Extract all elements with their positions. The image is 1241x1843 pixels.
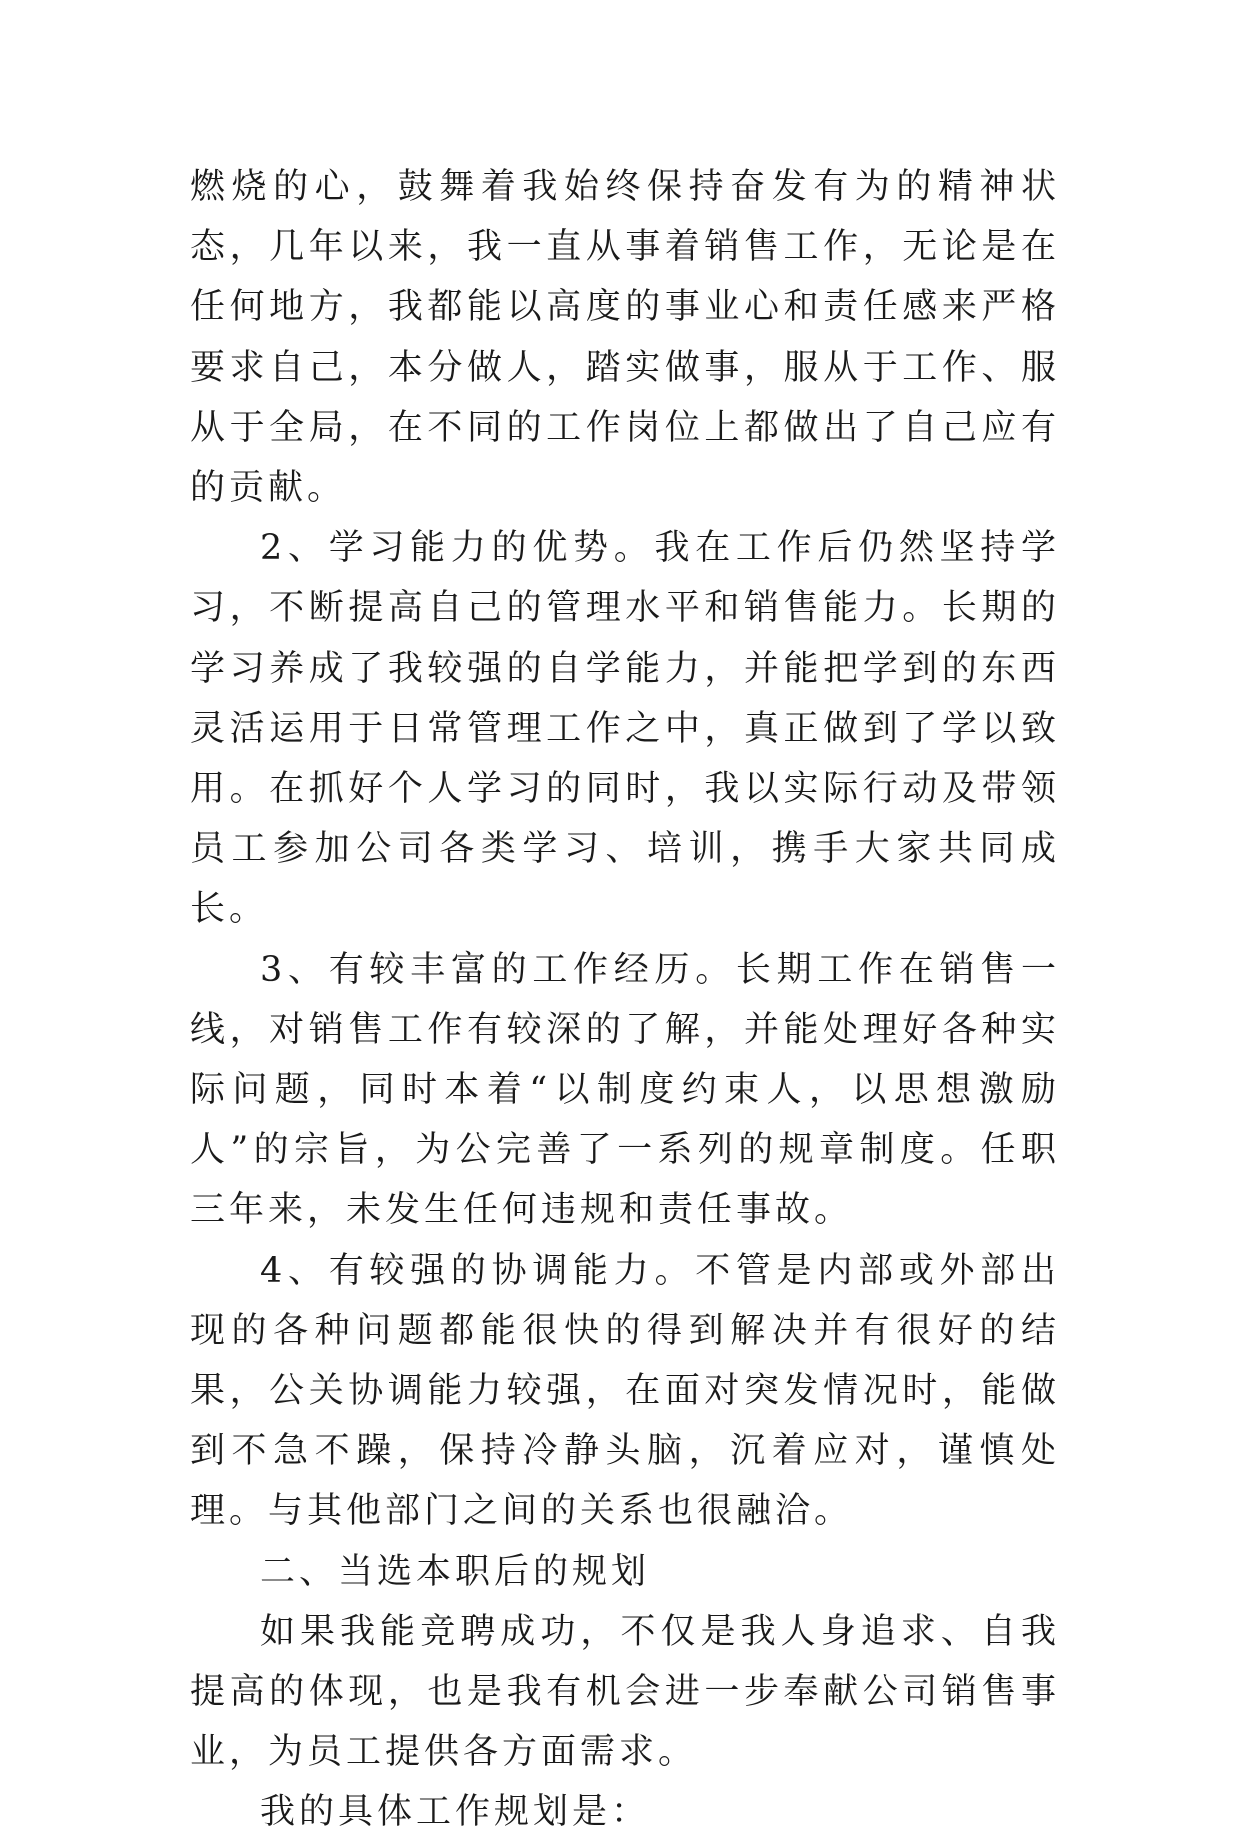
paragraph-2: 2、学习能力的优势。我在工作后仍然坚持学习，不断提高自己的管理水平和销售能力。长期的学习养成了我较强的自学能力，并能把学到的东西灵活运用于日常管理工作之中，真正做到了学以致用。在抓好个人学习的同时，我以实际行动及带领员工参加公司各类学习、培训，携手大家共同成长。 (190, 528, 1060, 930)
paragraph-3: 3、有较丰富的工作经历。长期工作在销售一线，对销售工作有较深的了解，并能处理好各种实际问题，同时本着“以制度约束人，以思想激励人”的宗旨，为公完善了一系列的规章制度。任职三年来，未发生任何违规和责任事故。 (190, 949, 1060, 1231)
section-heading: 二、当选本职后的规划 (260, 1551, 651, 1592)
paragraph-1: 燃烧的心，鼓舞着我始终保持奋发有为的精神状态，几年以来，我一直从事着销售工作，无论是在任何地方，我都能以高度的事业心和责任感来严格要求自己，本分做人，踏实做事，服从于工作、服从于全局，在不同的工作岗位上都做出了自己应有的贡献。 (190, 167, 1060, 509)
paragraph-4: 4、有较强的协调能力。不管是内部或外部出现的各种问题都能很快的得到解决并有很好的结果，公关协调能力较强，在面对突发情况时，能做到不急不躁，保持冷静头脑，沉着应对，谨慎处理。与其他部门之间的关系也很融洽。 (190, 1250, 1060, 1532)
paragraph-6: 我的具体工作规划是： (260, 1792, 651, 1833)
paragraph-5: 如果我能竞聘成功，不仅是我人身追求、自我提高的体现，也是我有机会进一步奉献公司销售事业，为员工提供各方面需求。 (190, 1611, 1060, 1773)
document-body (190, 157, 1060, 1843)
